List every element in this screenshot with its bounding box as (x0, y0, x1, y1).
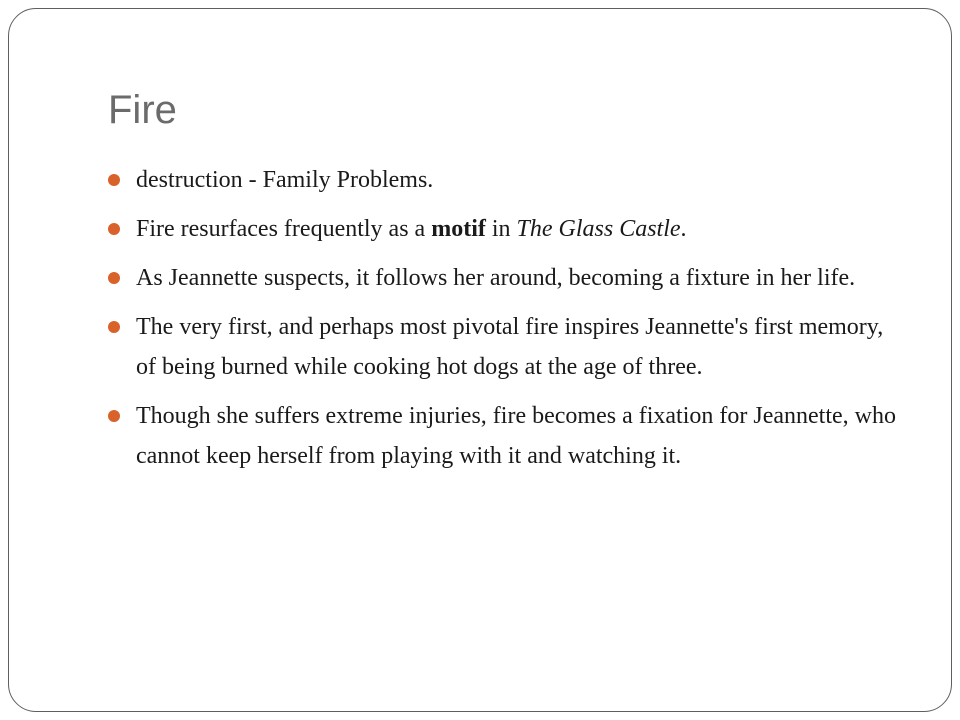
bullet-dot-icon (108, 223, 120, 235)
bullet-dot-icon (108, 174, 120, 186)
bullet-text: The very first, and perhaps most pivotal fire inspires Jeannette's first memory, of being burned while cooking hot dogs at the age of three. (136, 314, 884, 380)
bullet-item (108, 396, 898, 476)
bullet-text: Though she suffers extreme injuries, fire becomes a fixation for Jeannette, who cannot keep herself from playing with it and watching it. (136, 403, 896, 469)
bullet-book-title: The Glass Castle (516, 216, 681, 242)
bullet-dot-icon (108, 272, 120, 284)
bullet-item (108, 209, 898, 249)
bullet-item (108, 160, 898, 200)
bullet-dot-icon (108, 321, 120, 333)
slide-title: Fire (108, 88, 177, 132)
bullet-list (108, 160, 898, 485)
bullet-bold-term: motif (431, 216, 486, 242)
bullet-text-part: . (680, 216, 687, 242)
bullet-text: destruction - Family Problems. (136, 167, 434, 193)
bullet-text-part: in (485, 216, 517, 242)
bullet-text-part: Fire resurfaces frequently as a (136, 216, 432, 242)
bullet-item (108, 258, 898, 298)
bullet-dot-icon (108, 410, 120, 422)
bullet-item (108, 307, 898, 387)
bullet-text: As Jeannette suspects, it follows her around, becoming a fixture in her life. (136, 265, 856, 291)
